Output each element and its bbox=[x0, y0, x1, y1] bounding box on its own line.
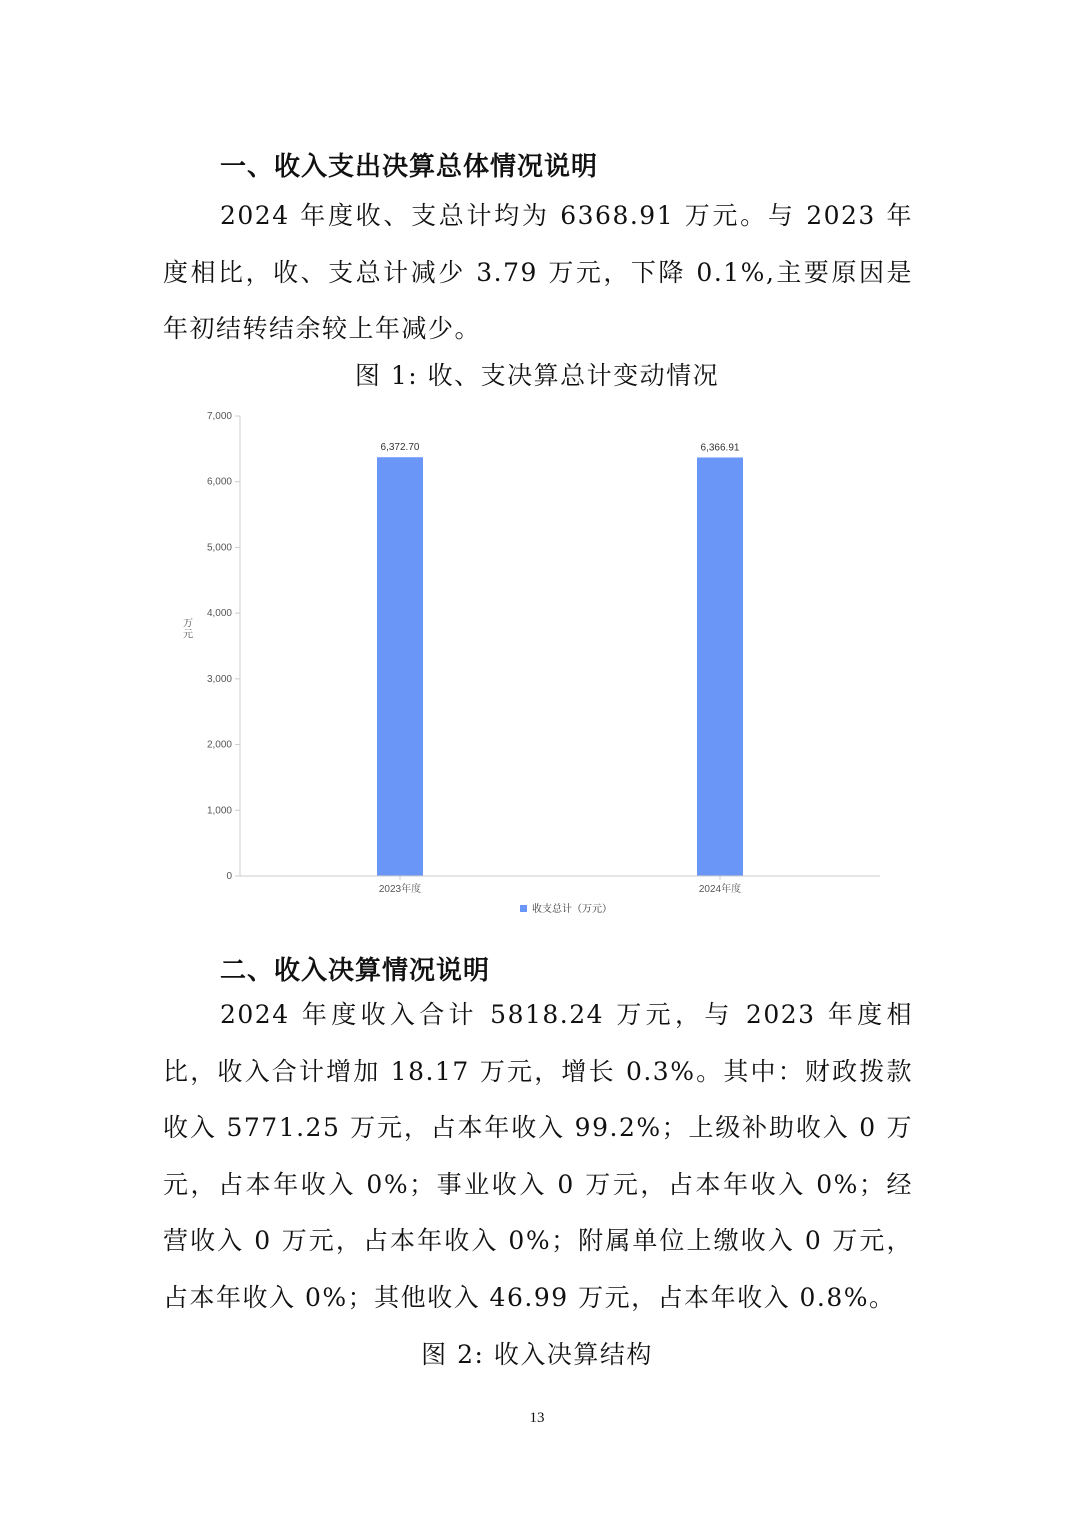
y-tick-label: 6,000 bbox=[206, 476, 232, 488]
y-tick-label: 5,000 bbox=[206, 542, 232, 554]
x-tick-label: 2024年度 bbox=[698, 884, 742, 895]
y-axis-label: 万元 bbox=[183, 618, 193, 641]
y-tick-label: 2,000 bbox=[206, 739, 232, 751]
legend bbox=[520, 902, 612, 915]
page-number: 13 bbox=[529, 1410, 545, 1426]
section2-heading: 二、收入决算情况说明 bbox=[220, 956, 491, 986]
figure2-caption: 图 2: 收入决算结构 bbox=[421, 1340, 653, 1369]
section1-paragraph: 2024 年度收、支总计均为 6368.91 万元。与 2023 年度相比，收、支总计减少 3.79 万元，下降 0.1%,主要原因是年初结转结余较上年减少。 bbox=[163, 201, 913, 343]
legend-label: 收支总计（万元） bbox=[532, 904, 612, 915]
y-tick-label: 1,000 bbox=[206, 805, 232, 817]
data-label: 6,372.70 bbox=[380, 442, 420, 454]
y-axis-group bbox=[183, 411, 240, 882]
legend-swatch bbox=[520, 905, 527, 912]
figure1-caption: 图 1: 收、支决算总计变动情况 bbox=[354, 361, 720, 390]
bar-chart bbox=[170, 400, 890, 930]
x-tick-label: 2023年度 bbox=[378, 884, 422, 895]
y-tick-label: 4,000 bbox=[206, 608, 232, 620]
section1-heading: 一、收入支出决算总体情况说明 bbox=[220, 152, 599, 182]
y-tick-label: 7,000 bbox=[206, 411, 232, 422]
x-axis-group bbox=[240, 876, 880, 895]
bars-group bbox=[377, 442, 743, 876]
y-tick-label: 0 bbox=[226, 871, 232, 882]
bar bbox=[697, 457, 743, 876]
data-label: 6,366.91 bbox=[700, 442, 740, 454]
y-tick-label: 3,000 bbox=[206, 673, 232, 685]
bar bbox=[377, 457, 423, 876]
section2-paragraph: 2024 年度收入合计 5818.24 万元，与 2023 年度相比，收入合计增加 18.17 万元，增长 0.3%。其中：财政拨款收入 5771.25 万元，占本年收入 99.2%；上级补助收入 0 万元，占本年收入 0%；事业收入 0 万元，占本年收入 0%；经营收入 0 万元，占本年收入 0%；附属单位上缴收入 0 万元，占本年收入 0%；其他收入 46.99 万元，占本年收入 0.8%。 bbox=[163, 1000, 913, 1312]
